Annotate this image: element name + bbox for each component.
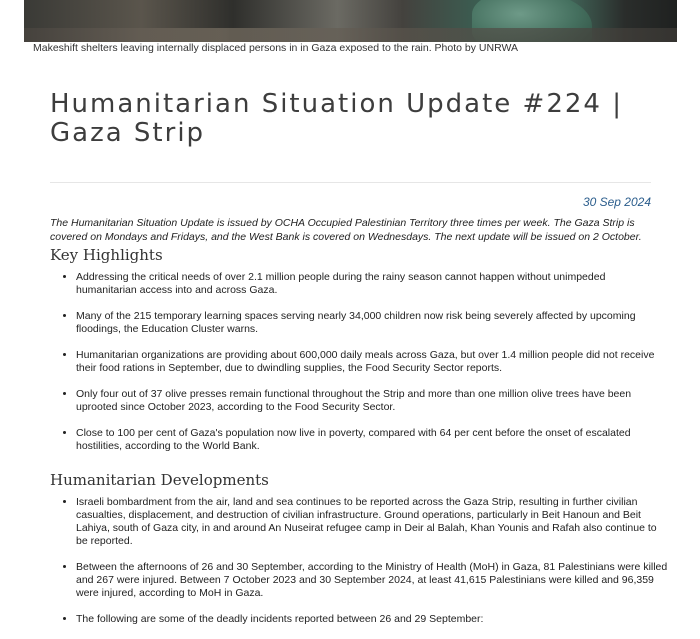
list-item: • Humanitarian organizations are providing about 600,000 daily meals across Gaza, but over 1.4 million people did not receive their food rations in September, due to dwindling supplies, the Food Security Sector reports. [76,349,668,375]
list-item: • Addressing the critical needs of over 2.1 million people during the rainy season cannot happen without unimpeded humanitarian access into and across Gaza. [76,271,668,297]
title-divider [50,182,651,183]
muddy-ground-shape [24,28,677,42]
page-title: Humanitarian Situation Update #224 | Gaza Strip [50,89,623,148]
list-item: • Israeli bombardment from the air, land and sea continues to be reported across the Gaza Strip, resulting in further civilian casualties, displacement, and destruction of civilian infrastructure. Ground operations, particularly in Beit Hanoun and Beit Lahiya, south of Gaza city, in and around An Nuseirat refugee camp in Deir al Balah, Khan Younis and Rafah also continue to be reported. [76,496,668,548]
list-item: • Between the afternoons of 26 and 30 September, according to the Ministry of Health (MoH) in Gaza, 81 Palestinians were killed and 267 were injured. Between 7 October 2023 and 30 September 2024, at least 41,615 Palestinians were killed and 96,359 were injured, according to MoH in Gaza. [76,561,668,600]
key-highlights-list [58,271,668,466]
intro-paragraph: The Humanitarian Situation Update is issued by OCHA Occupied Palestinian Territory three times per week. The Gaza Strip is covered on Mondays and Fridays, and the West Bank is covered on Wednesdays. The next update will be issued on 2 October. [50,217,642,243]
list-item: • Many of the 215 temporary learning spaces serving nearly 34,000 children now risk being severely affected by upcoming floodings, the Education Cluster warns. [76,310,668,336]
developments-heading: Humanitarian Developments [50,471,269,489]
developments-list [58,496,668,639]
key-highlights-heading: Key Highlights [50,246,163,264]
photo-caption: Makeshift shelters leaving internally displaced persons in in Gaza exposed to the rain. Photo by UNRWA [33,42,518,54]
list-item: • The following are some of the deadly incidents reported between 26 and 29 September: [76,613,668,626]
list-item: • Close to 100 per cent of Gaza's population now live in poverty, compared with 64 per cent before the onset of escalated hostilities, according to the World Bank. [76,427,668,453]
publication-date: 30 Sep 2024 [582,195,651,209]
hero-photo [24,0,677,42]
list-item: • Only four out of 37 olive presses remain functional throughout the Strip and more than one million olive trees have been uprooted since October 2023, according to the Food Security Sector. [76,388,668,414]
